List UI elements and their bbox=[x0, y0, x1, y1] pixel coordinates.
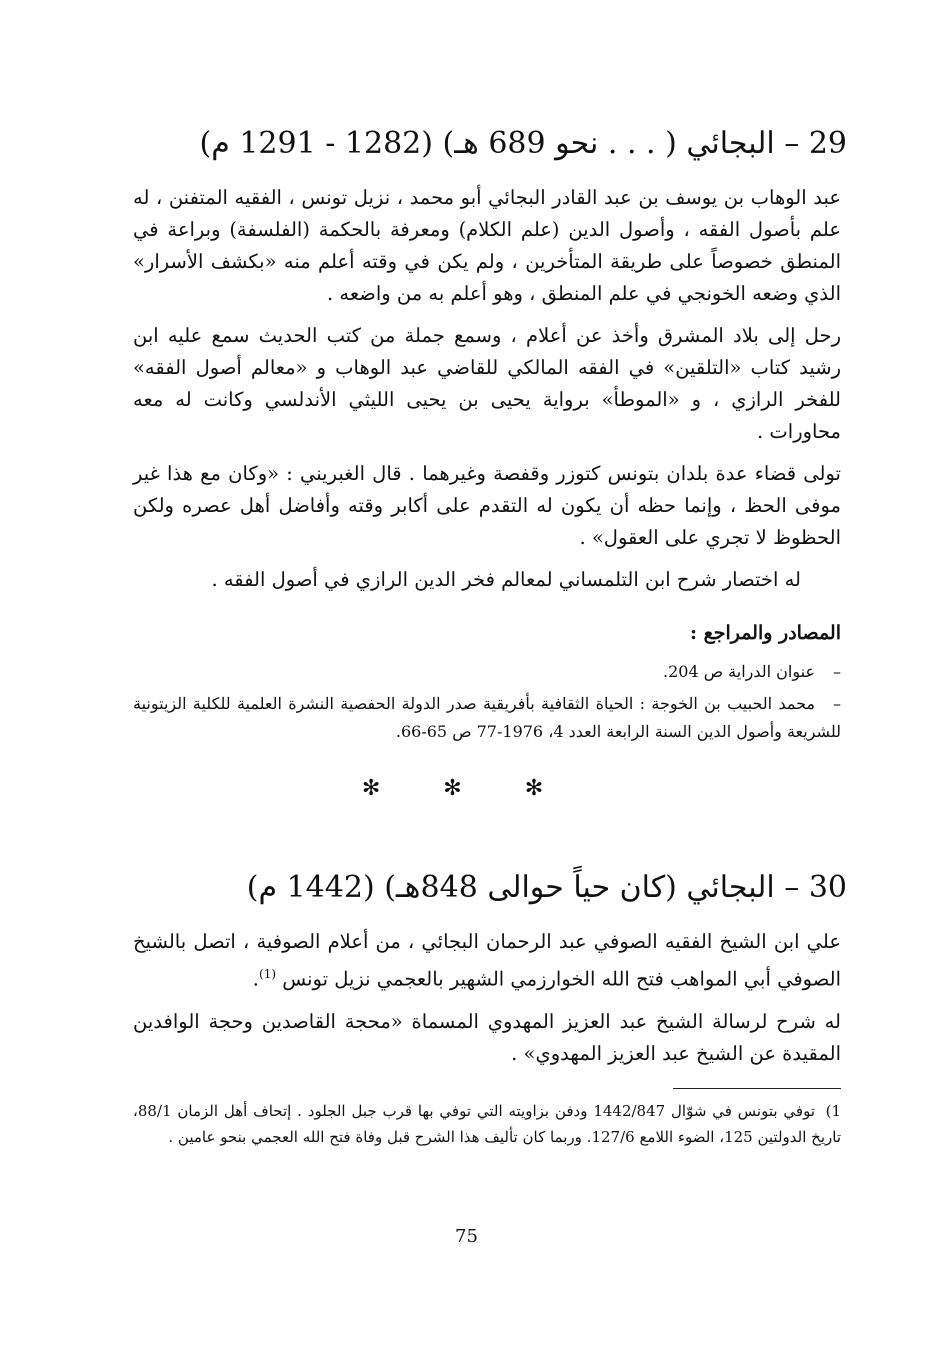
sources-heading: المصادر والمراجع : bbox=[689, 622, 841, 644]
source-dash: – bbox=[833, 662, 841, 681]
footnote bbox=[133, 1098, 841, 1150]
source-item-2 bbox=[133, 690, 841, 746]
footnote-rule bbox=[673, 1088, 841, 1089]
entry-30-title: 30 – البجائي (كان حياً حوالى 848هـ) (1442 م) bbox=[246, 870, 847, 905]
entry-29-paragraph-1: عبد الوهاب بن يوسف بن عبد القادر البجائي أبو محمد ، نزيل تونس ، الفقيه المتفنن ، له علم بأصول الفقه ، وأصول الدين (علم الكلام) ومعرفة بالحكمة (الفلسفة) وبراعة في المنطق خصوصاً على طريقة المتأخرين ، ولم يكن في وقته أعلم منه «بكشف الأسرار» الذي وضعه الخونجي في علم المنطق ، وهو أعلم به من واضعه . bbox=[133, 186, 841, 305]
entry-29-paragraph-2: رحل إلى بلاد المشرق وأخذ عن أعلام ، وسمع جملة من كتب الحديث سمع عليه ابن رشيد كتاب «التلقين» في الفقه المالكي للقاضي عبد الوهاب و «معالم أصول الفقه» للفخر الرازي ، و «الموطأ» برواية يحيى بن يحيى الليثي الأندلسي وكانت له معه محاورات . bbox=[133, 324, 841, 443]
footnote-number: 1) bbox=[825, 1102, 841, 1120]
entry-29-title: 29 – البجائي ( . . . نحو 689 هـ) (1282 - 1291 م) bbox=[199, 126, 847, 161]
entry-29-paragraph-3: تولى قضاء عدة بلدان بتونس كتوزر وقفصة وغيرهما . قال الغبريني : «وكان مع هذا غير موفى الحظ ، وإنما حظه أن يكون له التقدم على أكابر وقته وأفاضل أهل عصره ولكن الحظوظ لا تجري على العقول» . bbox=[133, 462, 841, 549]
entry-29-body bbox=[133, 182, 841, 596]
source-text: محمد الحبيب بن الخوجة : الحياة الثقافية بأفريقية صدر الدولة الحفصية النشرة العلمية للكلية الزيتونية للشريعة وأصول الدين السنة الرابعة العدد 4، 1976-77 ص 65-66. bbox=[133, 694, 841, 741]
paragraph-end: . bbox=[252, 967, 259, 991]
page-number: 75 bbox=[455, 1226, 478, 1247]
entry-30-paragraph-2: له شرح لرسالة الشيخ عبد العزيز المهدوي المسماة «محجة القاصدين وحجة الوافدين المقيدة عن الشيخ عبد العزيز المهدوي» . bbox=[133, 1009, 841, 1065]
footnote-ref: (1) bbox=[259, 967, 277, 981]
source-text: عنوان الدراية ص 204. bbox=[663, 662, 815, 681]
entry-30-paragraph-1 bbox=[133, 926, 841, 996]
entry-29-paragraph-4: له اختصار شرح ابن التلمساني لمعالم فخر الدين الرازي في أصول الفقه . bbox=[211, 568, 801, 591]
source-dash: – bbox=[833, 694, 841, 713]
footnote-text: توفي بتونس في شوّال 1442/847 ودفن بزاويته التي توفي بها قرب جبل الجلود . إتحاف أهل الزمان 88/1، تاريخ الدولتين 125، الضوء اللامع 127/6. وربما كان تأليف هذا الشرح قبل وفاة فتح الله العجمي بنحو عامين . bbox=[133, 1102, 841, 1146]
section-separator: ✻ ✻ ✻ bbox=[361, 776, 572, 801]
entry-30-paragraph-1-text: علي ابن الشيخ الفقيه الصوفي عبد الرحمان البجائي ، من أعلام الصوفية ، اتصل بالشيخ الصوفي أبي المواهب فتح الله الخوارزمي الشهير بالعجمي نزيل تونس bbox=[133, 930, 841, 991]
entry-30-body bbox=[133, 926, 841, 1070]
source-item-1 bbox=[133, 658, 841, 686]
